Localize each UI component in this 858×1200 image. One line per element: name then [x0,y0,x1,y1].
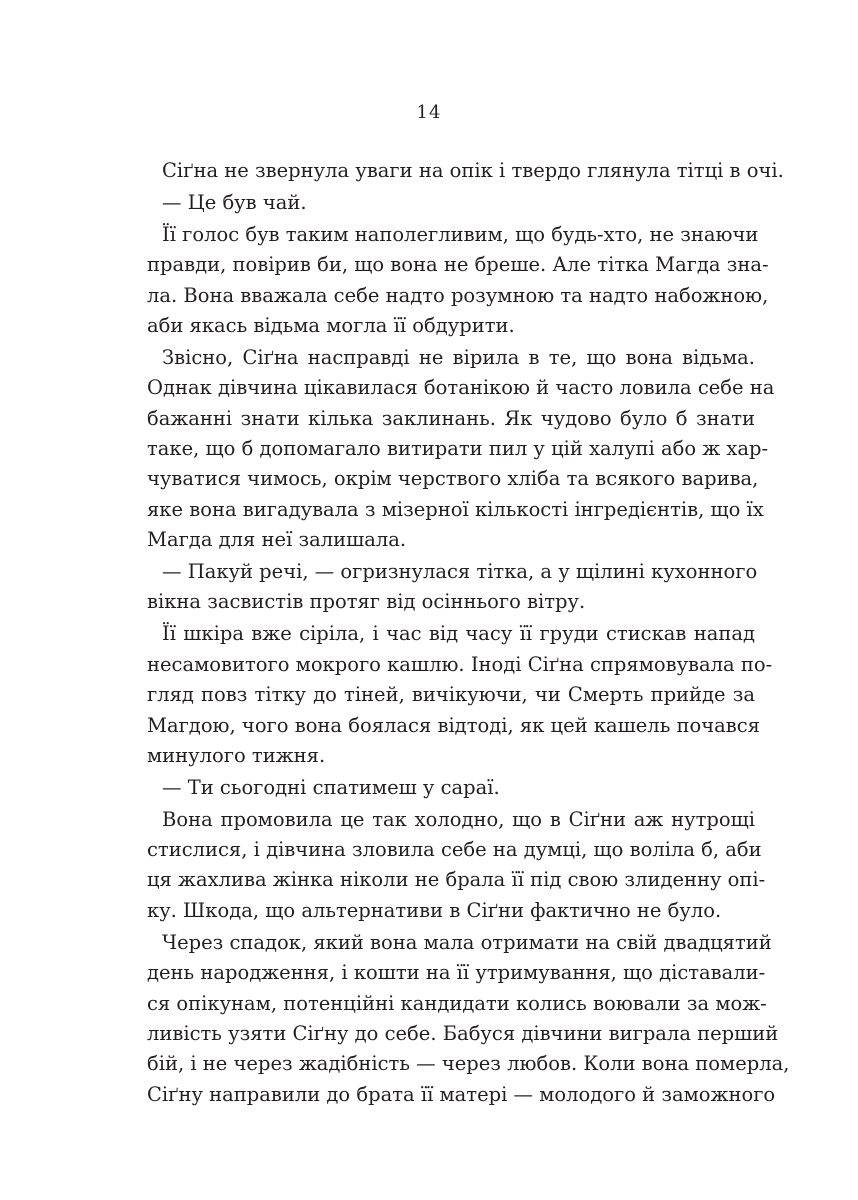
text-line: ливість узяти Сіґну до себе. Бабуся дівчини виграла перший [147,1021,779,1045]
text-line: Сіґну направили до брата її матері — молодого й заможного [147,1082,776,1106]
text-line: минулого тижня. [147,743,326,767]
text-line: аби якась відьма могла її обдурити. [147,313,515,337]
text-line: яке вона вигадувала з мізерної кількості інгредієнтів, що їх [147,497,764,521]
text-line: день народження, і кошти на її утримування, що діставали- [147,961,766,985]
text-line: — Ти сьогодні спатимеш у сараї. [162,775,500,799]
text-line: чуватися чимось, окрім черствого хліба та всякого варива, [147,467,759,491]
paragraph [147,619,773,771]
paragraph [147,805,766,927]
text-line: бажанні знати кілька заклинань. Як чудово було б знати [147,406,755,430]
paragraph [147,343,775,556]
paragraph [147,773,755,803]
paragraph [147,928,790,1110]
text-line: Звісно, Сіґна насправді не вірила в те, що вона відьма. [162,345,755,369]
text-line: ся опікунам, потенційні кандидати колись воювали за мож- [147,991,767,1015]
paragraph [147,188,755,218]
text-line: Її голос був таким наполегливим, що будь-хто, не знаючи [162,222,759,246]
text-line: Сіґна не звернула уваги на опік і твердо глянула тітці в очі. [162,159,784,182]
paragraph [147,557,758,618]
text-line: Магда для неї залишала. [147,528,407,552]
text-line: Однак дівчина цікавилася ботанікою й часто ловила себе на [147,376,775,400]
text-line: — Це був чай. [162,190,307,214]
text-line: стислися, і дівчина зловила себе на думці, що воліла б, аби [147,838,762,862]
body-text [147,156,790,1112]
page-number: 14 [416,102,442,123]
text-line: вікна засвистів протяг від осіннього вітру. [147,590,586,614]
text-line: ку. Шкода, що альтернативи в Сіґни фактично не було. [147,898,722,922]
paragraph [147,156,784,186]
text-line: Через спадок, який вона мала отримати на свій двадцятий [162,930,772,954]
text-line: гляд повз тітку до тіней, вичікуючи, чи Смерть прийде за [147,683,755,707]
text-line: бій, і не через жадібність — через любов. Коли вона померла, [147,1052,790,1076]
text-line: Вона промовила це так холодно, що в Сіґни аж нутрощі [162,807,755,831]
paragraph [147,220,769,342]
text-line: несамовитого мокрого кашлю. Іноді Сіґна спрямовувала по- [147,652,773,676]
text-line: таке, що б допомагало витирати пил у цій халупі або ж хар- [147,437,769,461]
text-line: правди, повірив би, що вона не бреше. Але тітка Магда зна- [147,253,769,277]
text-line: Її шкіра вже сіріла, і час від часу її груди стискав напад [162,622,755,646]
text-line: Магдою, чого вона боялася відтоді, як цей кашель почався [147,713,760,737]
text-line: ця жахлива жінка ніколи не брала її під свою злиденну опі- [147,868,766,892]
text-line: ла. Вона вважала себе надто розумною та надто набожною, [147,283,769,307]
text-line: — Пакуй речі, — огризнулася тітка, а у щілині кухонного [162,560,758,584]
